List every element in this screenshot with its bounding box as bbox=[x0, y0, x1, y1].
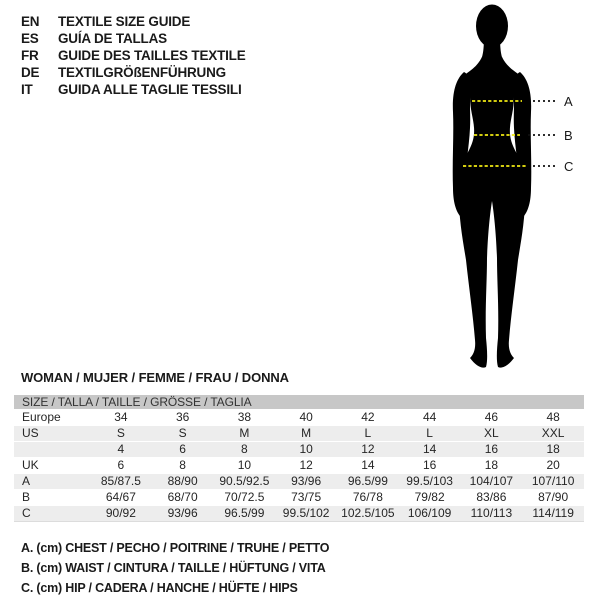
table-row-waist bbox=[14, 489, 584, 505]
size-cell: 10 bbox=[299, 442, 313, 456]
section-title: WOMAN / MUJER / FEMME / FRAU / DONNA bbox=[21, 370, 289, 385]
row-label: B bbox=[22, 490, 31, 504]
size-cell: 46 bbox=[484, 410, 499, 424]
size-cell: 40 bbox=[299, 410, 313, 424]
language-label: TEXTILE SIZE GUIDE bbox=[58, 14, 191, 29]
size-cell: 96.5/99 bbox=[224, 506, 265, 520]
size-cell: 104/107 bbox=[469, 474, 514, 488]
size-cell: 64/67 bbox=[105, 490, 136, 504]
size-cell: 96.5/99 bbox=[347, 474, 388, 488]
size-cell: 38 bbox=[237, 410, 252, 424]
size-cell: 83/86 bbox=[476, 490, 507, 504]
size-cell: 73/75 bbox=[291, 490, 322, 504]
size-cell: 107/110 bbox=[531, 474, 575, 488]
legend-line-hip: C. (cm) HIP / CADERA / HANCHE / HÜFTE / HIPS bbox=[21, 581, 298, 595]
size-cell: 8 bbox=[241, 442, 248, 456]
size-cell: 70/72.5 bbox=[224, 490, 265, 504]
size-cell: 88/90 bbox=[167, 474, 198, 488]
table-row-hip bbox=[14, 505, 584, 521]
table-row-us bbox=[14, 425, 584, 441]
size-cell: 6 bbox=[179, 442, 186, 456]
size-cell: 18 bbox=[484, 458, 499, 472]
row-label: US bbox=[22, 426, 39, 440]
measurement-figure bbox=[430, 0, 600, 375]
marker-label-b: B bbox=[564, 128, 573, 143]
size-cell: S bbox=[116, 426, 125, 440]
language-label: GUIDA ALLE TAGLIE TESSILI bbox=[58, 82, 242, 97]
language-row-es bbox=[21, 30, 246, 47]
legend-line-chest: A. (cm) CHEST / PECHO / POITRINE / TRUHE / PETTO bbox=[21, 541, 330, 555]
legend-line-waist: B. (cm) WAIST / CINTURA / TAILLE / HÜFTUNG / VITA bbox=[21, 561, 326, 575]
table-row-uk bbox=[14, 457, 584, 473]
size-cell: L bbox=[364, 426, 372, 440]
size-cell: 14 bbox=[422, 442, 437, 456]
size-cell: 34 bbox=[114, 410, 128, 424]
row-label bbox=[14, 442, 90, 457]
table-row-us-numeric bbox=[14, 441, 584, 457]
row-label: C bbox=[22, 506, 31, 520]
size-cell: 12 bbox=[361, 442, 375, 456]
size-cell: 8 bbox=[179, 458, 186, 472]
size-cell: 68/70 bbox=[167, 490, 198, 504]
size-cell: 99.5/102 bbox=[282, 506, 330, 520]
size-cell: 16 bbox=[422, 458, 437, 472]
size-cell: 93/96 bbox=[167, 506, 198, 520]
table-header: SIZE / TALLA / TAILLE / GRÖSSE / TAGLIA bbox=[14, 395, 584, 409]
language-code: IT bbox=[21, 82, 33, 97]
size-cell: 106/109 bbox=[407, 506, 452, 520]
size-cell: 93/96 bbox=[291, 474, 322, 488]
size-cell: M bbox=[301, 426, 312, 440]
size-cell: 79/82 bbox=[414, 490, 445, 504]
size-cell: M bbox=[239, 426, 250, 440]
size-cell: L bbox=[426, 426, 433, 440]
language-label: TEXTILGRÖßENFÜHRUNG bbox=[58, 65, 226, 80]
size-cell: 85/87.5 bbox=[100, 474, 141, 488]
language-code: ES bbox=[21, 31, 39, 46]
size-cell: 4 bbox=[117, 442, 125, 456]
language-code: DE bbox=[21, 65, 40, 80]
size-cell: 16 bbox=[484, 442, 499, 456]
language-row-de bbox=[21, 64, 246, 81]
table-row-europe bbox=[14, 409, 584, 425]
size-cell: XL bbox=[484, 426, 499, 440]
language-row-it bbox=[21, 81, 246, 98]
size-cell: XXL bbox=[541, 426, 565, 440]
language-row-fr bbox=[21, 47, 246, 64]
size-cell: 42 bbox=[361, 410, 375, 424]
size-cell: 110/113 bbox=[470, 506, 513, 520]
row-label: Europe bbox=[22, 410, 61, 424]
woman-silhouette-icon bbox=[430, 0, 600, 375]
language-code: EN bbox=[21, 14, 40, 29]
size-cell: 48 bbox=[546, 410, 560, 424]
size-cell: 90/92 bbox=[105, 506, 136, 520]
size-cell: 10 bbox=[237, 458, 252, 472]
marker-label-c: C bbox=[564, 159, 574, 174]
size-table bbox=[14, 395, 584, 522]
language-list bbox=[21, 13, 246, 98]
size-cell: 12 bbox=[299, 458, 313, 472]
size-cell: 87/90 bbox=[538, 490, 569, 504]
size-cell: 14 bbox=[361, 458, 375, 472]
size-cell: 99.5/103 bbox=[406, 474, 453, 488]
row-label: A bbox=[22, 474, 31, 488]
language-label: GUÍA DE TALLAS bbox=[58, 31, 167, 46]
size-cell: 114/119 bbox=[532, 506, 574, 520]
size-cell: 36 bbox=[175, 410, 190, 424]
table-row-chest bbox=[14, 473, 584, 489]
language-code: FR bbox=[21, 48, 39, 63]
size-cell: 18 bbox=[546, 442, 560, 456]
size-cell: 102.5/105 bbox=[341, 506, 395, 520]
size-cell: S bbox=[178, 426, 187, 440]
measurement-legend bbox=[21, 538, 329, 598]
row-label: UK bbox=[22, 458, 39, 472]
marker-label-a: A bbox=[564, 94, 573, 109]
size-cell: 90.5/92.5 bbox=[219, 474, 270, 488]
language-label: GUIDE DES TAILLES TEXTILE bbox=[58, 48, 246, 63]
size-cell: 76/78 bbox=[352, 490, 383, 504]
size-cell: 44 bbox=[422, 410, 437, 424]
size-cell: 20 bbox=[546, 458, 560, 472]
size-cell: 6 bbox=[117, 458, 125, 472]
language-row-en bbox=[21, 13, 246, 30]
